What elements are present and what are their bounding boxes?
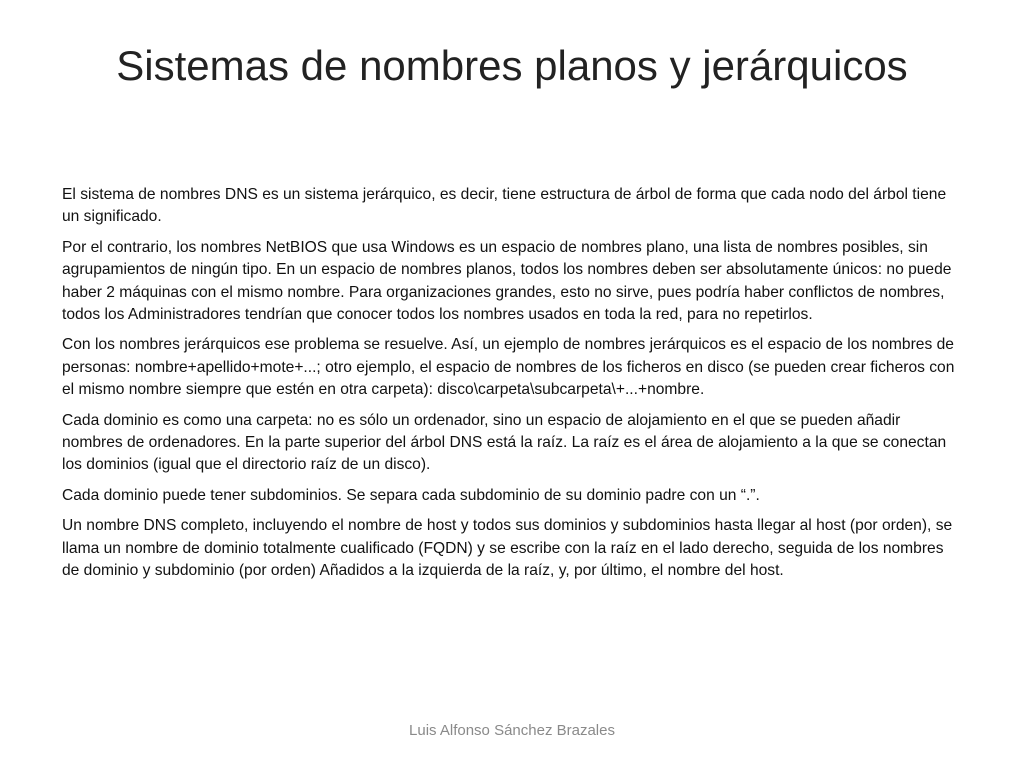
body-paragraph: Cada dominio puede tener subdominios. Se separa cada subdominio de su dominio padre con un “.”. [62, 486, 760, 504]
body-paragraph: Con los nombres jerárquicos ese problema se resuelve. Así, un ejemplo de nombres jerárquicos es el espacio de los nombres de personas: nombre+apellido+mote+...; otro ejemplo, el espacio de nombres de los ficheros en disco (se pueden crear ficheros con el mismo nombre siempre que estén en otra carpeta): disco\carpeta\subcarpeta\+...+nombre. [62, 336, 955, 399]
body-paragraph: Cada dominio es como una carpeta: no es sólo un ordenador, sino un espacio de alojamiento en el que se pueden añadir nombres de ordenadores. En la parte superior del árbol DNS está la raíz. La raíz es el área de alojamiento a la que se conectan los dominios (igual que el directorio raíz de un disco). [62, 411, 947, 474]
body-paragraph: El sistema de nombres DNS es un sistema jerárquico, es decir, tiene estructura de árbol de forma que cada nodo del árbol tiene un significado. [62, 186, 947, 226]
body-paragraph: Por el contrario, los nombres NetBIOS que usa Windows es un espacio de nombres plano, una lista de nombres posibles, sin agrupamientos de ningún tipo. En un espacio de nombres planos, todos los nombres deben ser absolutamente únicos: no puede haber 2 máquinas con el mismo nombre. Para organizaciones grandes, esto no sirve, pues podría haber conflictos de nombres, todos los Administradores tendrían que conocer todos los nombres usados en toda la red, para no repetirlos. [62, 238, 952, 324]
slide-body [62, 184, 960, 591]
body-paragraph: Un nombre DNS completo, incluyendo el nombre de host y todos sus dominios y subdominios hasta llegar al host (por orden), se llama un nombre de dominio totalmente cualificado (FQDN) y se escribe con la raíz en el lado derecho, seguida de los nombres de dominio y subdominio (por orden) Añadidos a la izquierda de la raíz, y, por último, el nombre del host. [62, 517, 953, 580]
slide-footer-author: Luis Alfonso Sánchez Brazales [409, 722, 615, 739]
slide-title: Sistemas de nombres planos y jerárquicos [116, 42, 908, 89]
